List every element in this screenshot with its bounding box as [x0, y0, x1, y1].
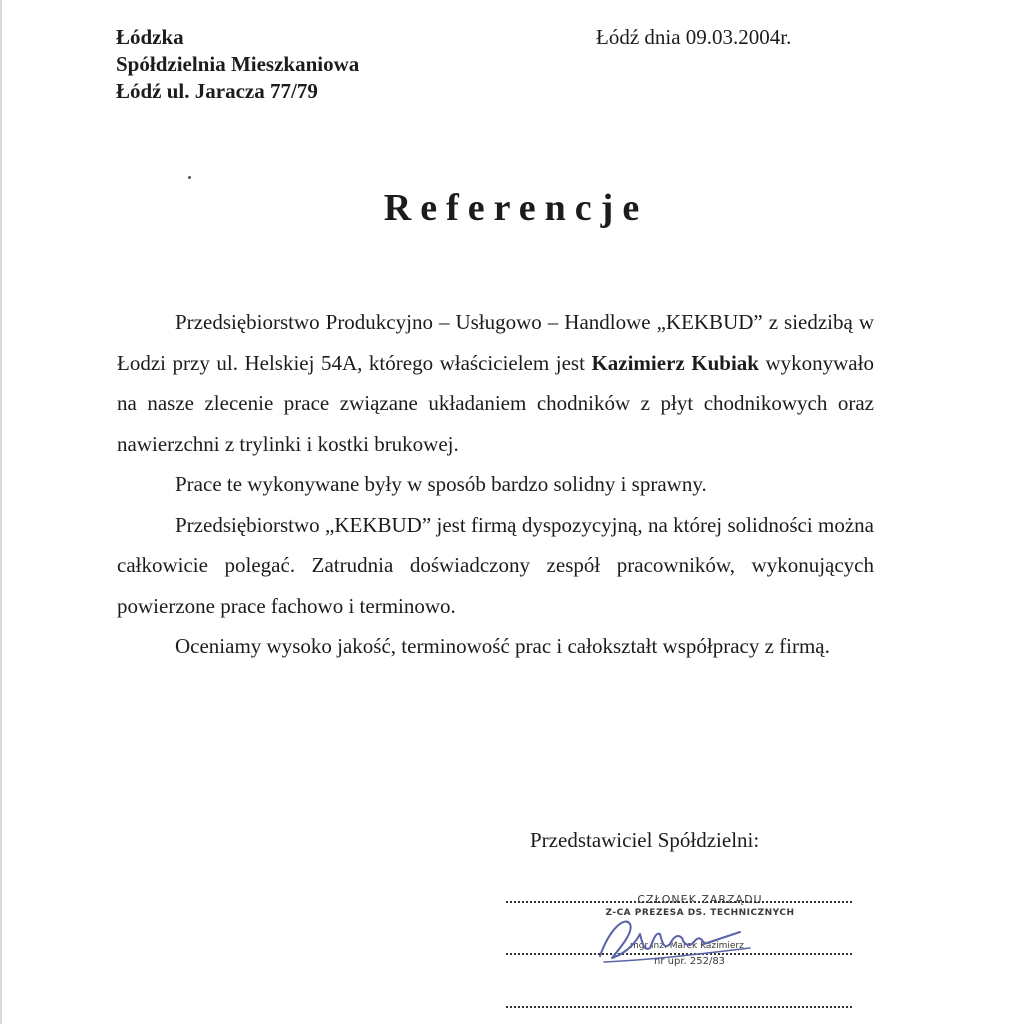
sender-line-3: Łódź ul. Jaracza 77/79 — [116, 79, 318, 103]
representative-label: Przedstawiciel Spółdzielni: — [530, 828, 760, 852]
paragraph-1-start: Przedsiębiorstwo Produkcyjno – Usługowo – Handlowe „KEKBUD” z siedzibą w Łodzi przy ul. Helskiej 54A, którego właścicielem jest — [117, 310, 874, 375]
stamp-name: mgr inż. Marek Kazimierz — [630, 941, 744, 951]
sender-line-1: Łódzka — [116, 25, 184, 49]
paragraph-1 — [117, 302, 874, 464]
sender-line-2: Spółdzielnia Mieszkaniowa — [116, 52, 360, 76]
stamp-license: nr upr. 252/83 — [654, 956, 726, 967]
letter-body — [117, 302, 874, 667]
paragraph-4: Oceniamy wysoko jakość, terminowość prac i całokształt współpracy z firmą. — [175, 634, 830, 658]
paragraph-1-end: wykonywało na nasze zlecenie prace związane układaniem chodników z płyt chodnikowych oraz nawierzchni z trylinki i kostki brukowej. — [117, 350, 874, 456]
paragraph-2: Prace te wykonywane były w sposób bardzo solidny i sprawny. — [175, 472, 707, 496]
letter-date: Łódź dnia 09.03.2004r. — [596, 25, 792, 49]
document-title: Referencje — [383, 187, 649, 229]
stamp-position: Z-CA PREZESA DS. TECHNICZNYCH — [605, 908, 795, 918]
stamp-title: CZŁONEK ZARZĄDU — [637, 893, 763, 906]
owner-name: Kazimierz Kubiak — [591, 350, 759, 375]
handwritten-signature — [590, 908, 770, 968]
scan-speck — [188, 176, 191, 179]
sender-address — [116, 24, 359, 105]
signature-line-3 — [506, 1006, 852, 1008]
paragraph-3: Przedsiębiorstwo „KEKBUD” jest firmą dyspozycyjną, na której solidności można całkowicie polegać. Zatrudnia doświadczony zespół pracowników, wykonujących powierzone prace fachowo i terminowo. — [117, 512, 874, 618]
page-edge — [0, 0, 2, 1024]
